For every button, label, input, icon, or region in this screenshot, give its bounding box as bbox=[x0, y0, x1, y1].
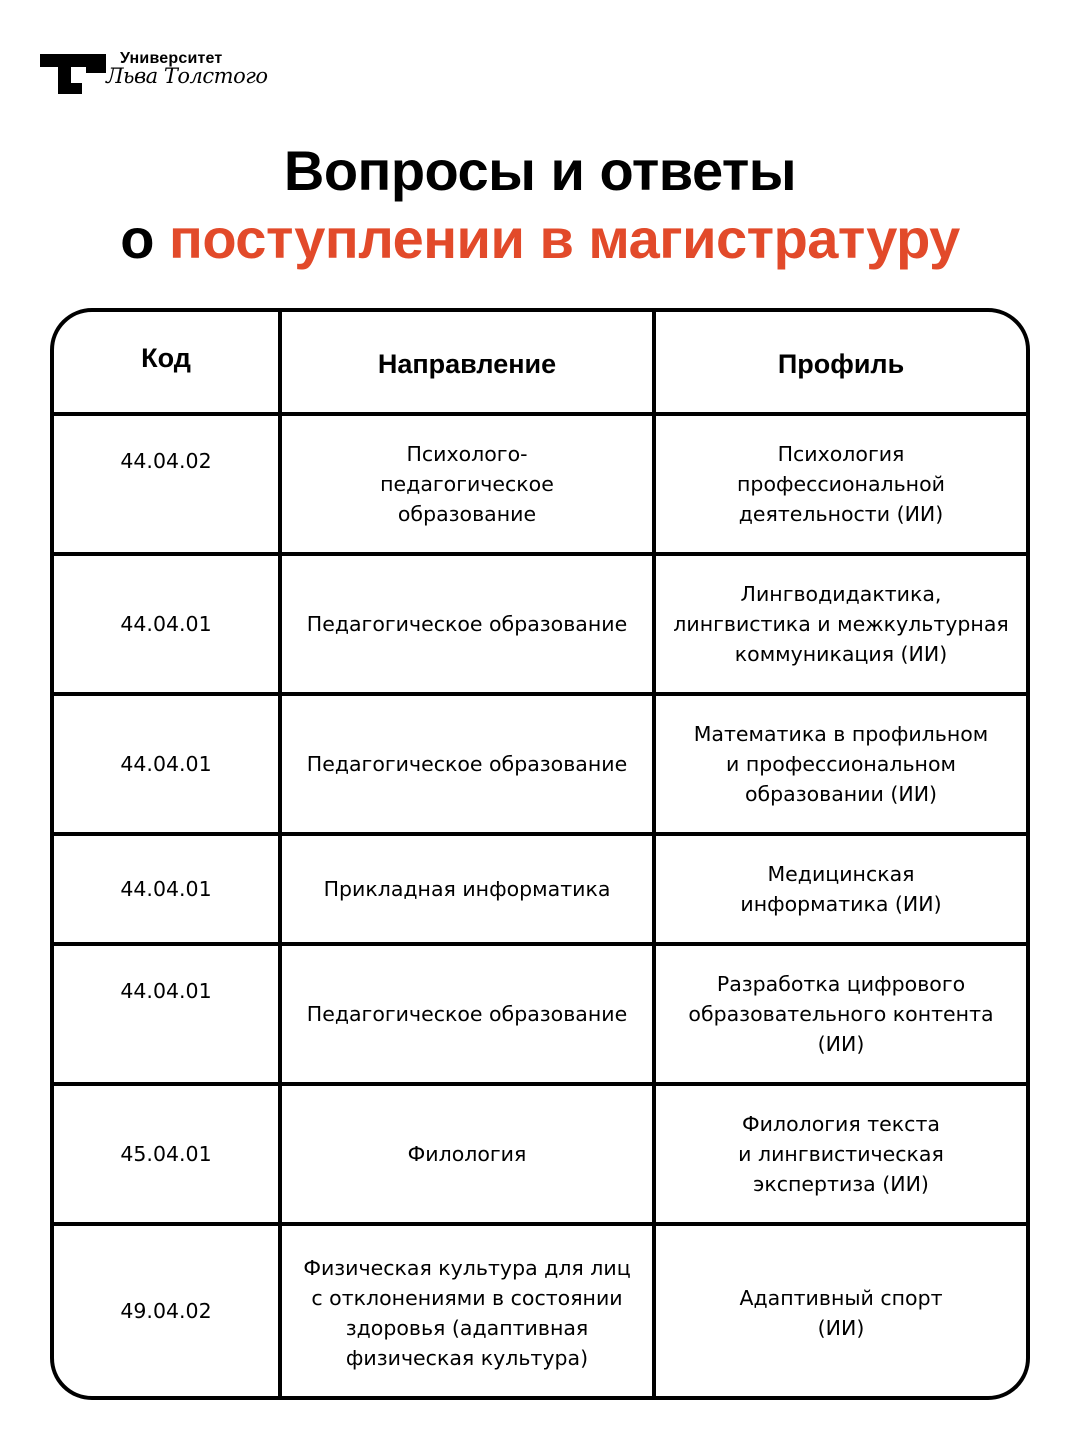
cell-direction: Педагогическое образование bbox=[282, 556, 656, 692]
table-row bbox=[54, 946, 1026, 1086]
table-row bbox=[54, 696, 1026, 836]
cell-direction: Педагогическое образование bbox=[282, 946, 656, 1082]
cell-direction: Физическая культура для лиц с отклонениями в состоянии здоровья (адаптивная физическая культура) bbox=[282, 1226, 656, 1400]
cell-profile: Лингводидактика, лингвистика и межкультурная коммуникация (ИИ) bbox=[673, 582, 1009, 666]
cell-direction: Психолого- педагогическое образование bbox=[282, 416, 656, 552]
cell-code: 44.04.01 bbox=[54, 946, 282, 1082]
cell-direction: Прикладная информатика bbox=[282, 836, 656, 942]
cell-code: 44.04.01 bbox=[54, 556, 282, 692]
table-row bbox=[54, 556, 1026, 696]
university-logo bbox=[40, 50, 300, 98]
cell-code: 44.04.02 bbox=[54, 416, 282, 552]
title-accent: поступлении в магистратуру bbox=[169, 207, 960, 270]
logo-mark-icon bbox=[40, 52, 110, 96]
cell-profile: Разработка цифрового образовательного контента (ИИ) bbox=[688, 972, 994, 1056]
page-title-line-1: Вопросы и ответы bbox=[283, 139, 797, 202]
programs-table bbox=[50, 308, 1030, 1400]
cell-code: 44.04.01 bbox=[54, 836, 282, 942]
header-code: Код bbox=[54, 312, 282, 412]
table-row bbox=[54, 1226, 1026, 1400]
title-prefix: о bbox=[120, 207, 154, 270]
cell-profile: Филология текста и лингвистическая экспертиза (ИИ) bbox=[738, 1112, 944, 1196]
header-profile: Профиль bbox=[777, 349, 905, 379]
logo-text-university: Университет bbox=[120, 50, 223, 67]
cell-profile: Адаптивный спорт (ИИ) bbox=[739, 1286, 943, 1340]
table-row bbox=[54, 836, 1026, 946]
cell-direction: Педагогическое образование bbox=[282, 696, 656, 832]
cell-profile: Медицинская информатика (ИИ) bbox=[740, 862, 942, 916]
table-header-row bbox=[54, 312, 1026, 416]
logo-text-name: Льва Толстого bbox=[106, 64, 268, 88]
header-direction: Направление bbox=[282, 312, 656, 412]
page-title-line-2 bbox=[0, 206, 1080, 272]
cell-direction: Филология bbox=[282, 1086, 656, 1222]
table-row bbox=[54, 1086, 1026, 1226]
cell-profile: Психология профессиональной деятельности (ИИ) bbox=[737, 442, 945, 526]
cell-code: 49.04.02 bbox=[54, 1226, 282, 1400]
cell-code: 44.04.01 bbox=[54, 696, 282, 832]
cell-profile: Математика в профильном и профессиональном образовании (ИИ) bbox=[693, 722, 989, 806]
table-row bbox=[54, 416, 1026, 556]
cell-code: 45.04.01 bbox=[54, 1086, 282, 1222]
